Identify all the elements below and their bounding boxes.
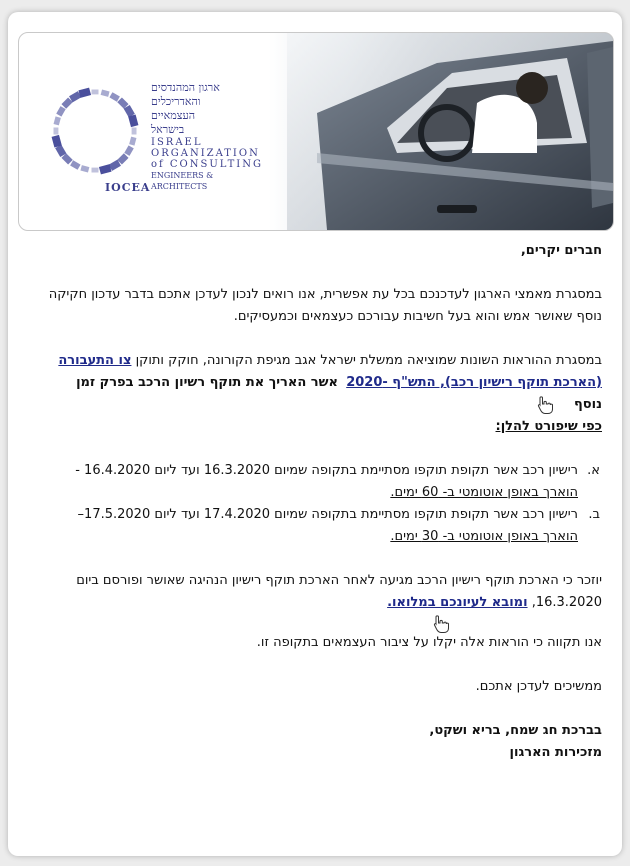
list-item-text: רישיון רכב אשר תקופת תוקפו מסתיימת בתקופה שמיום 16.3.2020 ועד ליום 16.4.2020 - xyxy=(75,463,578,478)
iocea-logo-icon xyxy=(47,83,143,179)
logo-ring-segment xyxy=(78,88,91,98)
logo-ring-segment xyxy=(128,114,138,127)
car-driver-image xyxy=(287,33,613,230)
letter-body xyxy=(48,240,602,764)
logo-ring-segment xyxy=(132,128,137,135)
logo-ring-segment xyxy=(54,128,59,135)
list-item xyxy=(48,504,602,548)
logo-hebrew-line: ארגון המהנדסים xyxy=(151,81,220,94)
intro-paragraph: במסגרת מאמצי הארגון לעדכנכם בכל עת אפשרית, אנו רואים לנכון לעדכן אתכם בדבר עדכון חקיקה נוסף שאושר אמש והוא בעל חשיבות עבורכם כעצמאים וכמעסיקים. xyxy=(48,287,602,324)
decree-bold-tail: אשר האריך את תוקף רשיון הרכב בפרק זמן נוסף xyxy=(76,375,602,412)
list-item-text: רישיון רכב אשר תקופת תוקפו מסתיימת בתקופה שמיום 17.4.2020 ועד ליום 17.5.2020– xyxy=(77,507,578,522)
continue-paragraph: ממשיכים לעדכן אתכם. xyxy=(475,679,602,694)
list-item xyxy=(48,460,602,504)
logo-abbr: IOCEA xyxy=(105,181,151,194)
logo-ring-segment xyxy=(56,106,65,116)
logo-ring-segment xyxy=(92,90,99,95)
logo-english-line: ENGINEERS & ARCHITECTS xyxy=(151,171,214,191)
logo-hebrew-line: העצמאיים xyxy=(151,109,196,122)
greeting: חברים יקרים, xyxy=(520,243,602,258)
list-item-extension: הוארך באופן אוטומטי ב- 30 ימים. xyxy=(390,529,578,544)
decree-link[interactable]: צו התעבורה (הארכת תוקף רישיון רכב), התש"ף -2020 xyxy=(58,353,602,390)
full-text-link[interactable]: ומובא לעיונכם במלואו. xyxy=(387,595,528,610)
logo-english-line: ORGANIZATION xyxy=(151,148,260,159)
pointer-hand-icon xyxy=(536,395,558,415)
logo-ring-segment xyxy=(80,165,89,172)
as-detailed-text: כפי שיפורט להלן: xyxy=(495,419,602,434)
hope-paragraph: אנו תקווה כי הוראות אלה יקלו על ציבור העצמאים בתקופה זו. xyxy=(256,635,602,650)
decree-paragraph xyxy=(48,350,602,416)
logo-ring-segment xyxy=(70,160,80,169)
decree-lead-text: במסגרת ההוראות השונות שמוציאה ממשלת ישראל אגב מגיפת הקורונה, חוקק ותוקן xyxy=(131,353,602,368)
hand-row xyxy=(48,614,602,632)
logo-english-line: of CONSULTING xyxy=(151,159,263,170)
list-marker: ב. xyxy=(588,507,600,522)
list-item-extension: הוארך באופן אוטומטי ב- 60 ימים. xyxy=(390,485,578,500)
logo-ring-segment xyxy=(101,90,110,97)
logo-text xyxy=(151,81,271,192)
closing-text: בברכת חג שמח, בריא ושקט, xyxy=(429,723,602,738)
newsletter-card xyxy=(8,12,622,856)
list-marker: א. xyxy=(587,463,600,478)
reminder-text: יוזכר כי הארכת תוקף רישיון הרכב מגיעה לאחר הארכת תוקף רישיון הנהיגה שאושר ופורסם ביום 16.3.2020, xyxy=(76,573,602,610)
logo-hebrew-line: בישראל xyxy=(151,123,185,136)
logo-ring-segment xyxy=(99,164,112,174)
logo-ring-segment xyxy=(52,135,62,148)
logo-english-line: ISRAEL xyxy=(151,137,203,148)
logo-ring-segment xyxy=(129,137,136,146)
logo-ring-segment xyxy=(124,145,133,155)
logo-hebrew-line: והאדריכלים xyxy=(151,95,201,108)
signature-text: מזכירות הארגון xyxy=(509,745,602,760)
logo-ring-segment xyxy=(92,168,99,173)
logo-ring-segment xyxy=(54,116,61,125)
reminder-paragraph xyxy=(48,570,602,614)
logo-ring-segment xyxy=(109,92,119,101)
header-banner xyxy=(18,32,614,231)
pointer-hand-icon xyxy=(432,614,454,634)
